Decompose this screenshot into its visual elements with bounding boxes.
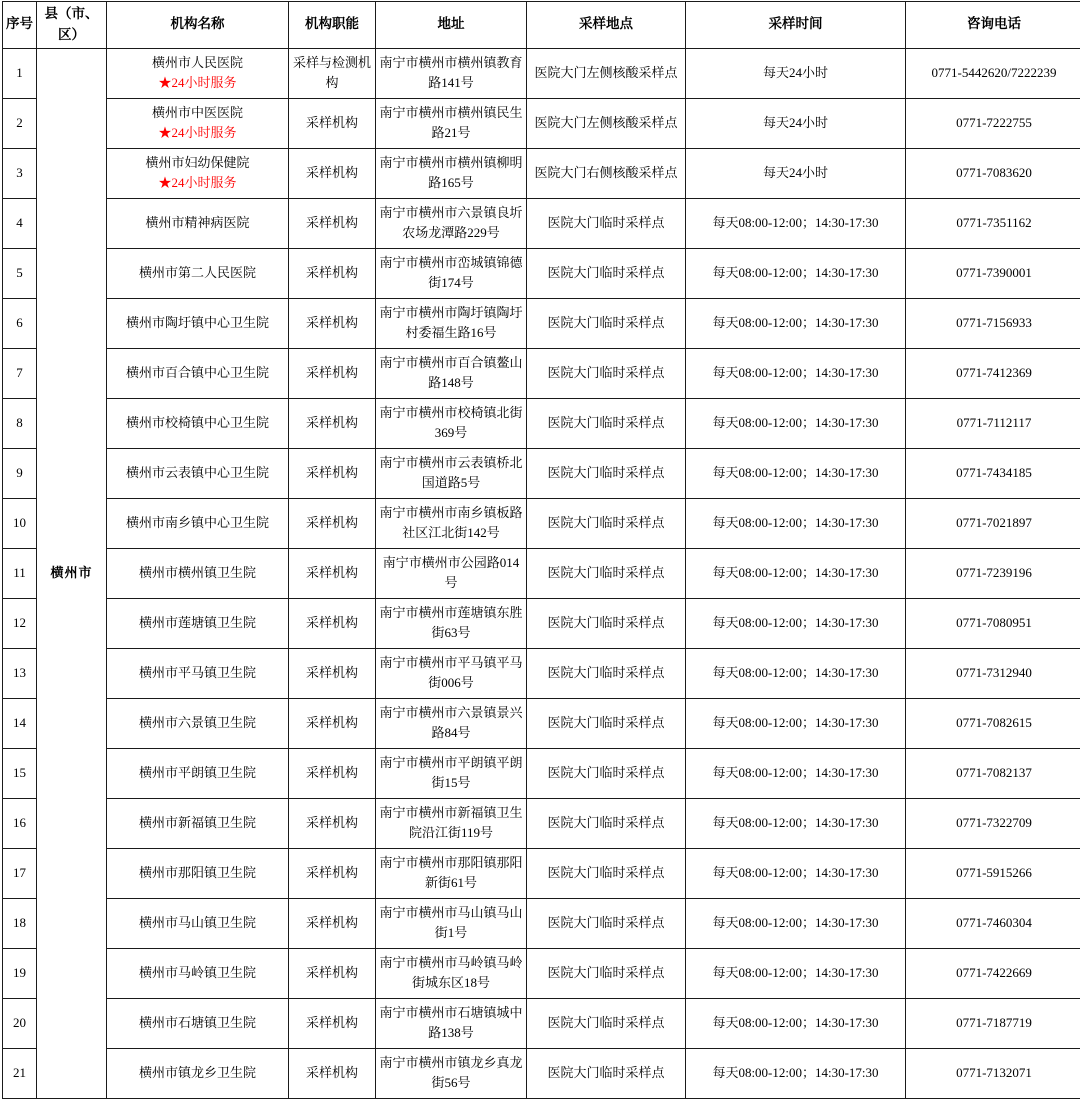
table-row	[3, 198, 1080, 248]
phone-cell: 0771-7082137	[906, 748, 1080, 798]
sampling-time-cell: 每天08:00-12:00；14:30-17:30	[686, 698, 906, 748]
phone-cell: 0771-7422669	[906, 948, 1080, 998]
org-role-cell: 采样机构	[289, 548, 376, 598]
sampling-time-cell: 每天08:00-12:00；14:30-17:30	[686, 898, 906, 948]
sampling-location-cell: 医院大门临时采样点	[527, 598, 686, 648]
org-name: 横州市平朗镇卫生院	[138, 765, 256, 781]
org-name-cell	[107, 898, 289, 948]
row-number: 13	[3, 648, 37, 698]
address-cell: 南宁市横州市那阳镇那阳新街61号	[376, 848, 527, 898]
table-row	[3, 848, 1080, 898]
org-role-cell: 采样机构	[289, 98, 376, 148]
address-cell: 南宁市横州市新福镇卫生院沿江街119号	[376, 798, 527, 848]
org-name-cell	[107, 598, 289, 648]
phone-cell: 0771-7239196	[906, 548, 1080, 598]
org-role-cell: 采样机构	[289, 648, 376, 698]
address-cell: 南宁市横州市百合镇鳌山路148号	[376, 348, 527, 398]
table-row	[3, 148, 1080, 198]
org-name: 横州市镇龙乡卫生院	[138, 1065, 256, 1081]
row-number: 16	[3, 798, 37, 848]
sampling-time-cell: 每天08:00-12:00；14:30-17:30	[686, 348, 906, 398]
address-cell: 南宁市横州市六景镇景兴路84号	[376, 698, 527, 748]
table-row	[3, 248, 1080, 298]
org-name-cell	[107, 198, 289, 248]
org-name: 横州市六景镇卫生院	[138, 715, 256, 731]
table-row	[3, 1048, 1080, 1098]
row-number: 2	[3, 98, 37, 148]
phone-cell: 0771-7434185	[906, 448, 1080, 498]
org-name: 横州市马岭镇卫生院	[138, 965, 256, 981]
table-row	[3, 648, 1080, 698]
org-name-cell	[107, 548, 289, 598]
row-number: 6	[3, 298, 37, 348]
row-number: 7	[3, 348, 37, 398]
sampling-location-cell: 医院大门临时采样点	[527, 248, 686, 298]
service-24h-note: ★24小时服务	[158, 125, 237, 141]
table-row	[3, 98, 1080, 148]
address-cell: 南宁市横州市马山镇马山街1号	[376, 898, 527, 948]
sampling-location-cell: 医院大门临时采样点	[527, 748, 686, 798]
sampling-time-cell: 每天08:00-12:00；14:30-17:30	[686, 398, 906, 448]
org-role-cell: 采样机构	[289, 398, 376, 448]
org-name: 横州市那阳镇卫生院	[138, 865, 256, 881]
org-name: 横州市马山镇卫生院	[138, 915, 256, 931]
org-role-cell: 采样与检测机构	[289, 48, 376, 98]
sampling-points-table	[2, 1, 1080, 1099]
sampling-time-cell: 每天08:00-12:00；14:30-17:30	[686, 748, 906, 798]
org-name-cell	[107, 648, 289, 698]
sampling-location-cell: 医院大门临时采样点	[527, 998, 686, 1048]
phone-cell: 0771-5442620/7222239	[906, 48, 1080, 98]
col-header-county: 县（市、区）	[37, 2, 107, 49]
address-cell: 南宁市横州市平朗镇平朗街15号	[376, 748, 527, 798]
phone-cell: 0771-7132071	[906, 1048, 1080, 1098]
service-24h-note: ★24小时服务	[158, 175, 237, 191]
sampling-time-cell: 每天08:00-12:00；14:30-17:30	[686, 848, 906, 898]
org-role-cell: 采样机构	[289, 498, 376, 548]
table-row	[3, 348, 1080, 398]
org-name-cell	[107, 298, 289, 348]
org-name: 横州市横州镇卫生院	[138, 565, 256, 581]
sampling-time-cell: 每天08:00-12:00；14:30-17:30	[686, 448, 906, 498]
sampling-location-cell: 医院大门临时采样点	[527, 1048, 686, 1098]
phone-cell: 0771-7187719	[906, 998, 1080, 1048]
row-number: 4	[3, 198, 37, 248]
sampling-time-cell: 每天08:00-12:00；14:30-17:30	[686, 648, 906, 698]
table-row	[3, 898, 1080, 948]
row-number: 11	[3, 548, 37, 598]
sampling-location-cell: 医院大门临时采样点	[527, 848, 686, 898]
col-header-time: 采样时间	[686, 2, 906, 49]
phone-cell: 0771-7222755	[906, 98, 1080, 148]
sampling-time-cell: 每天24小时	[686, 48, 906, 98]
sampling-time-cell: 每天24小时	[686, 98, 906, 148]
sampling-time-cell: 每天08:00-12:00；14:30-17:30	[686, 298, 906, 348]
table-row	[3, 998, 1080, 1048]
sampling-location-cell: 医院大门临时采样点	[527, 548, 686, 598]
org-name-cell	[107, 48, 289, 98]
org-name: 横州市陶圩镇中心卫生院	[125, 315, 269, 331]
table-row	[3, 748, 1080, 798]
sampling-time-cell: 每天08:00-12:00；14:30-17:30	[686, 548, 906, 598]
org-name: 横州市第二人民医院	[138, 265, 256, 281]
sampling-location-cell: 医院大门临时采样点	[527, 698, 686, 748]
org-name-cell	[107, 848, 289, 898]
sampling-time-cell: 每天08:00-12:00；14:30-17:30	[686, 798, 906, 848]
col-header-location: 采样地点	[527, 2, 686, 49]
sampling-time-cell: 每天08:00-12:00；14:30-17:30	[686, 598, 906, 648]
phone-cell: 0771-7322709	[906, 798, 1080, 848]
org-role-cell: 采样机构	[289, 148, 376, 198]
org-role-cell: 采样机构	[289, 698, 376, 748]
table-body	[3, 48, 1080, 1098]
org-role-cell: 采样机构	[289, 348, 376, 398]
org-name: 横州市南乡镇中心卫生院	[125, 515, 269, 531]
org-name-cell	[107, 698, 289, 748]
phone-cell: 0771-7080951	[906, 598, 1080, 648]
org-role-cell: 采样机构	[289, 1048, 376, 1098]
org-name-cell	[107, 798, 289, 848]
sampling-location-cell: 医院大门临时采样点	[527, 198, 686, 248]
sampling-location-cell: 医院大门临时采样点	[527, 898, 686, 948]
org-name: 横州市百合镇中心卫生院	[125, 365, 269, 381]
org-name: 横州市校椅镇中心卫生院	[125, 415, 269, 431]
org-name-cell	[107, 1048, 289, 1098]
sampling-time-cell: 每天24小时	[686, 148, 906, 198]
phone-cell: 0771-7021897	[906, 498, 1080, 548]
row-number: 5	[3, 248, 37, 298]
address-cell: 南宁市横州市校椅镇北街369号	[376, 398, 527, 448]
sampling-location-cell: 医院大门临时采样点	[527, 798, 686, 848]
row-number: 10	[3, 498, 37, 548]
table-row	[3, 548, 1080, 598]
org-name-cell	[107, 98, 289, 148]
row-number: 17	[3, 848, 37, 898]
sampling-time-cell: 每天08:00-12:00；14:30-17:30	[686, 248, 906, 298]
org-role-cell: 采样机构	[289, 748, 376, 798]
org-role-cell: 采样机构	[289, 948, 376, 998]
county-cell: 横州市	[37, 48, 107, 1098]
org-name-cell	[107, 148, 289, 198]
row-number: 12	[3, 598, 37, 648]
org-name-cell	[107, 498, 289, 548]
address-cell: 南宁市横州市莲塘镇东胜街63号	[376, 598, 527, 648]
sampling-location-cell: 医院大门临时采样点	[527, 648, 686, 698]
table-row	[3, 698, 1080, 748]
address-cell: 南宁市横州市横州镇教育路141号	[376, 48, 527, 98]
table-row	[3, 798, 1080, 848]
row-number: 14	[3, 698, 37, 748]
address-cell: 南宁市横州市马岭镇马岭街城东区18号	[376, 948, 527, 998]
org-role-cell: 采样机构	[289, 798, 376, 848]
row-number: 3	[3, 148, 37, 198]
sampling-location-cell: 医院大门临时采样点	[527, 348, 686, 398]
table-row	[3, 298, 1080, 348]
phone-cell: 0771-7083620	[906, 148, 1080, 198]
row-number: 9	[3, 448, 37, 498]
row-number: 19	[3, 948, 37, 998]
col-header-phone: 咨询电话	[906, 2, 1080, 49]
sampling-time-cell: 每天08:00-12:00；14:30-17:30	[686, 998, 906, 1048]
phone-cell: 0771-7351162	[906, 198, 1080, 248]
org-name: 横州市莲塘镇卫生院	[138, 615, 256, 631]
address-cell: 南宁市横州市六景镇良圻农场龙潭路229号	[376, 198, 527, 248]
org-name: 横州市中医医院	[151, 105, 243, 121]
address-cell: 南宁市横州市平马镇平马街006号	[376, 648, 527, 698]
table-row	[3, 448, 1080, 498]
org-role-cell: 采样机构	[289, 448, 376, 498]
phone-cell: 0771-5915266	[906, 848, 1080, 898]
org-name: 横州市精神病医院	[145, 215, 250, 231]
org-name: 横州市云表镇中心卫生院	[125, 465, 269, 481]
org-name: 横州市人民医院	[151, 55, 243, 71]
sampling-time-cell: 每天08:00-12:00；14:30-17:30	[686, 498, 906, 548]
org-role-cell: 采样机构	[289, 998, 376, 1048]
row-number: 1	[3, 48, 37, 98]
org-role-cell: 采样机构	[289, 248, 376, 298]
org-role-cell: 采样机构	[289, 898, 376, 948]
sampling-time-cell: 每天08:00-12:00；14:30-17:30	[686, 1048, 906, 1098]
sampling-location-cell: 医院大门临时采样点	[527, 398, 686, 448]
address-cell: 南宁市横州市陶圩镇陶圩村委福生路16号	[376, 298, 527, 348]
phone-cell: 0771-7082615	[906, 698, 1080, 748]
org-name-cell	[107, 348, 289, 398]
org-name-cell	[107, 748, 289, 798]
address-cell: 南宁市横州市云表镇桥北国道路5号	[376, 448, 527, 498]
org-name-cell	[107, 398, 289, 448]
org-name-cell	[107, 998, 289, 1048]
sampling-location-cell: 医院大门临时采样点	[527, 498, 686, 548]
org-name: 横州市石塘镇卫生院	[138, 1015, 256, 1031]
address-cell: 南宁市横州市峦城镇锦德街174号	[376, 248, 527, 298]
sampling-location-cell: 医院大门临时采样点	[527, 448, 686, 498]
table-row	[3, 48, 1080, 98]
table-row	[3, 948, 1080, 998]
org-role-cell: 采样机构	[289, 848, 376, 898]
row-number: 21	[3, 1048, 37, 1098]
col-header-org-role: 机构职能	[289, 2, 376, 49]
address-cell: 南宁市横州市南乡镇板路社区江北街142号	[376, 498, 527, 548]
table-row	[3, 598, 1080, 648]
org-role-cell: 采样机构	[289, 598, 376, 648]
row-number: 18	[3, 898, 37, 948]
phone-cell: 0771-7312940	[906, 648, 1080, 698]
address-cell: 南宁市横州市横州镇民生路21号	[376, 98, 527, 148]
service-24h-note: ★24小时服务	[158, 75, 237, 91]
col-header-org-name: 机构名称	[107, 2, 289, 49]
org-role-cell: 采样机构	[289, 298, 376, 348]
org-name-cell	[107, 448, 289, 498]
address-cell: 南宁市横州市镇龙乡真龙街56号	[376, 1048, 527, 1098]
sampling-location-cell: 医院大门右侧核酸采样点	[527, 148, 686, 198]
address-cell: 南宁市横州市横州镇柳明路165号	[376, 148, 527, 198]
address-cell: 南宁市横州市公园路014号	[376, 548, 527, 598]
phone-cell: 0771-7460304	[906, 898, 1080, 948]
org-name-cell	[107, 948, 289, 998]
phone-cell: 0771-7390001	[906, 248, 1080, 298]
header-row	[3, 2, 1080, 49]
org-name: 横州市新福镇卫生院	[138, 815, 256, 831]
org-name: 横州市平马镇卫生院	[138, 665, 256, 681]
org-name: 横州市妇幼保健院	[145, 155, 250, 171]
row-number: 20	[3, 998, 37, 1048]
phone-cell: 0771-7156933	[906, 298, 1080, 348]
phone-cell: 0771-7412369	[906, 348, 1080, 398]
org-role-cell: 采样机构	[289, 198, 376, 248]
col-header-address: 地址	[376, 2, 527, 49]
sampling-time-cell: 每天08:00-12:00；14:30-17:30	[686, 948, 906, 998]
table-row	[3, 398, 1080, 448]
org-name-cell	[107, 248, 289, 298]
sampling-time-cell: 每天08:00-12:00；14:30-17:30	[686, 198, 906, 248]
sampling-location-cell: 医院大门临时采样点	[527, 948, 686, 998]
table-row	[3, 498, 1080, 548]
sampling-location-cell: 医院大门左侧核酸采样点	[527, 48, 686, 98]
row-number: 15	[3, 748, 37, 798]
row-number: 8	[3, 398, 37, 448]
phone-cell: 0771-7112117	[906, 398, 1080, 448]
address-cell: 南宁市横州市石塘镇城中路138号	[376, 998, 527, 1048]
col-header-no: 序号	[3, 2, 37, 49]
sampling-location-cell: 医院大门临时采样点	[527, 298, 686, 348]
sampling-location-cell: 医院大门左侧核酸采样点	[527, 98, 686, 148]
